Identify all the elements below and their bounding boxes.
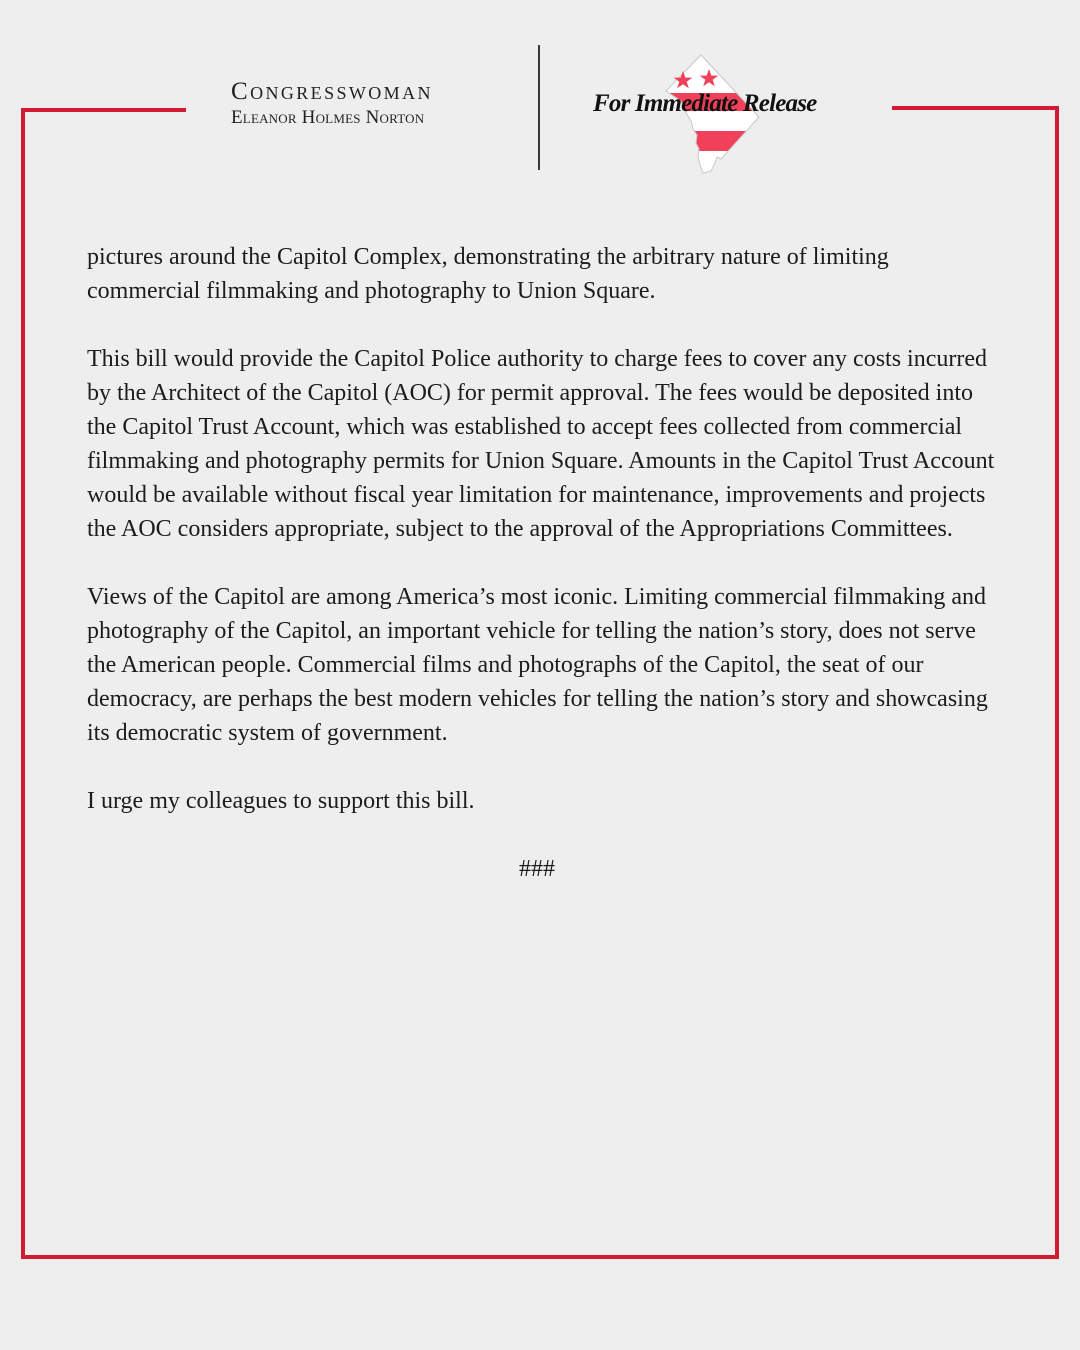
header-name: Eleanor Holmes Norton [231,107,425,128]
paragraph: Views of the Capitol are among America’s most iconic. Limiting commercial filmmaking and photography of the Capitol, an important vehicle for telling the nation’s story, does not serve the American people. Commercial films and photographs of the Capitol, the seat of our democracy, are perhaps the best modern vehicles for telling the nation’s story and showcasing its democratic system of government. [87,584,988,746]
release-label: For Immediate Release [593,90,817,117]
paragraph: I urge my colleagues to support this bill. [87,788,475,814]
frame-bottom-line [21,1255,1059,1259]
paragraph: pictures around the Capitol Complex, demonstrating the arbitrary nature of limiting commercial filmmaking and photography to Union Square. [87,244,889,304]
end-mark: ### [519,856,555,882]
frame-top-left-line [21,108,186,112]
release-logo [590,50,850,175]
paragraph: This bill would provide the Capitol Police authority to charge fees to cover any costs incurred by the Architect of the Capitol (AOC) for permit approval. The fees would be deposited into the Capitol Trust Account, which was established to accept fees collected from commercial filmmaking and photography permits for Union Square. Amounts in the Capitol Trust Account would be available without fiscal year limitation for maintenance, improvements and projects the AOC considers appropriate, subject to the approval of the Appropriations Committees. [87,346,995,542]
congresswoman-name-block [231,78,501,130]
frame-top-right-line [892,106,1059,110]
press-release-body [87,240,997,920]
frame-left-line [21,108,25,1259]
header-title: Congresswoman [231,78,433,105]
frame-right-line [1055,106,1059,1259]
header-divider [538,45,540,170]
